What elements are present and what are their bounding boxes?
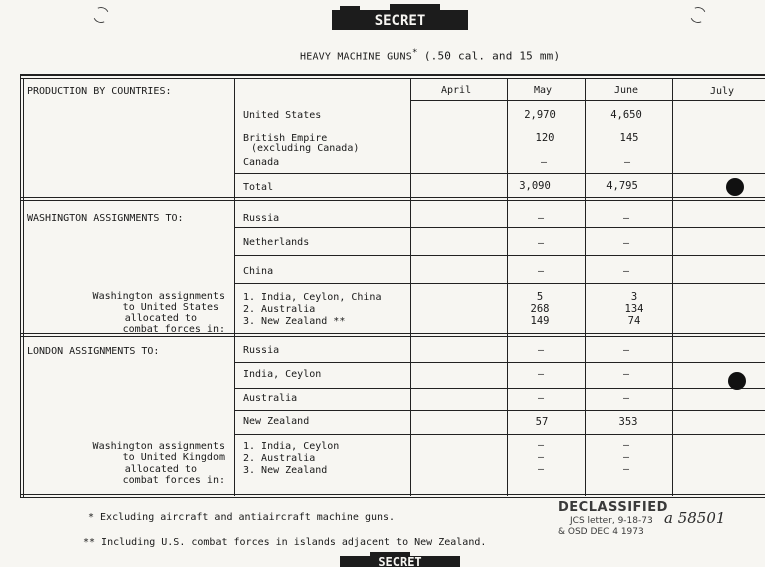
stamp-text: SECRET [378, 555, 422, 567]
cell-may: – [537, 393, 545, 404]
cell-june: – [622, 266, 630, 277]
cell-may: – [540, 157, 548, 168]
page-title [300, 48, 560, 62]
list-item: 1. India, Ceylon [243, 441, 340, 452]
row-label: Canada [243, 157, 280, 168]
list-item: 2. Australia [243, 304, 316, 315]
column-header-april: April [441, 85, 472, 96]
cell-june: 4,650 [610, 109, 642, 121]
declass-line: JCS letter, 9-18-73 [570, 516, 653, 526]
cell-june: 74 [627, 315, 641, 327]
list-item: 3. New Zealand ** [243, 316, 346, 327]
cell-may: 120 [535, 132, 555, 144]
classification-stamp-bottom [340, 552, 460, 567]
row-label-sub: (excluding Canada) [251, 143, 360, 154]
cell-june: – [622, 452, 630, 463]
cell-may: – [537, 452, 545, 463]
row-label: Russia [243, 345, 280, 356]
footnote: ** Including U.S. combat forces in islands adjacent to New Zealand. [83, 537, 487, 548]
footnote: * Excluding aircraft and antiaircraft machine guns. [88, 512, 396, 523]
section-label-production: PRODUCTION BY COUNTRIES: [27, 86, 172, 97]
sub-label-line: allocated to [124, 464, 197, 475]
cell-june: 145 [619, 132, 639, 144]
title-main: HEAVY MACHINE GUNS [300, 51, 412, 63]
sub-label-line: combat forces in: [122, 324, 225, 335]
sub-label-line: Washington assignments [92, 291, 225, 302]
cell-may: 2,970 [524, 109, 556, 121]
sub-label-line: Washington assignments [92, 441, 225, 452]
punch-hole-right [688, 5, 709, 26]
cell-june: 353 [618, 416, 638, 428]
cell-june: 134 [624, 303, 644, 315]
declass-line: & OSD DEC 4 1973 [558, 527, 644, 537]
total-may: 3,090 [519, 180, 551, 192]
row-label: India, Ceylon [243, 369, 322, 380]
sub-label-line: allocated to [124, 313, 197, 324]
column-header-may: May [534, 85, 553, 96]
list-item: 2. Australia [243, 453, 316, 464]
punch-hole-left [91, 5, 112, 26]
sub-label-line: to United Kingdom [122, 452, 225, 463]
stamp-text: SECRET [374, 13, 426, 29]
cell-may: – [537, 440, 545, 451]
row-label: New Zealand [243, 416, 310, 427]
ink-blot [726, 178, 744, 196]
section-label-washington: WASHINGTON ASSIGNMENTS TO: [27, 213, 184, 224]
cell-june: – [622, 464, 630, 475]
section-label-london: LONDON ASSIGNMENTS TO: [27, 346, 160, 357]
cell-may: – [537, 266, 545, 277]
cell-may: – [537, 345, 545, 356]
sub-label-line: combat forces in: [122, 475, 225, 486]
cell-june: – [622, 440, 630, 451]
cell-june: – [622, 393, 630, 404]
column-header-july: July [710, 86, 735, 97]
cell-may: 268 [530, 303, 550, 315]
cell-june: – [622, 213, 630, 224]
ink-blot [728, 372, 746, 390]
column-header-june: June [614, 85, 639, 96]
row-label: British Empire [243, 133, 328, 144]
row-label: Russia [243, 213, 280, 224]
total-label: Total [243, 182, 274, 193]
row-label: China [243, 266, 274, 277]
cell-may: 149 [530, 315, 550, 327]
cell-may: 57 [535, 416, 549, 428]
sub-label-line: to United States [122, 302, 219, 313]
row-label: Australia [243, 393, 298, 404]
cell-june: – [622, 369, 630, 380]
cell-may: – [537, 464, 545, 475]
cell-may: – [537, 238, 545, 249]
title-caliber: (.50 cal. and 15 mm) [423, 49, 561, 63]
title-mark: * [411, 48, 418, 58]
cell-june: – [622, 238, 630, 249]
row-label: United States [243, 110, 322, 121]
cell-june: – [623, 157, 631, 168]
declass-title: DECLASSIFIED [558, 500, 668, 515]
declassification-stamp [558, 500, 668, 537]
list-item: 3. New Zealand [243, 465, 328, 476]
classification-stamp-top [330, 4, 470, 32]
cell-may: – [537, 213, 545, 224]
cell-june: 3 [630, 291, 638, 303]
total-june: 4,795 [606, 180, 638, 192]
cell-may: – [537, 369, 545, 380]
row-label: Netherlands [243, 237, 310, 248]
cell-june: – [622, 345, 630, 356]
cell-may: 5 [536, 291, 544, 303]
list-item: 1. India, Ceylon, China [243, 292, 382, 303]
handwritten-number: a 58501 [664, 509, 726, 527]
